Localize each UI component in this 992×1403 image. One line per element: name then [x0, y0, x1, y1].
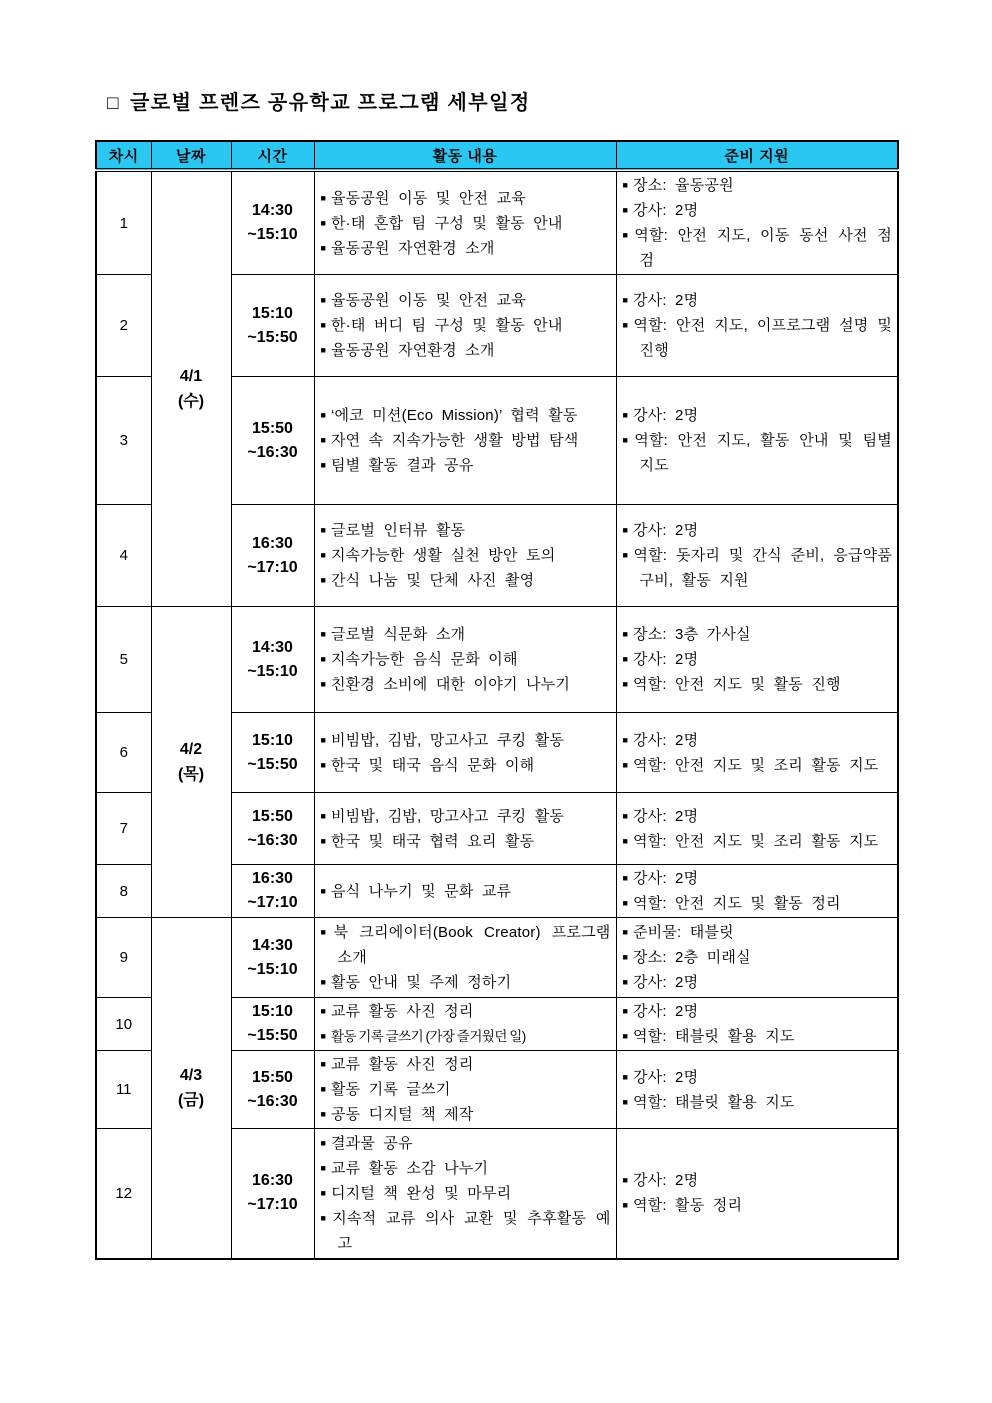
support-text: 강사: 2명: [632, 407, 699, 424]
bullet-icon: ■: [622, 1071, 628, 1082]
bullet-icon: ■: [320, 679, 326, 689]
support-text: 강사: 2명: [632, 202, 699, 219]
bullet-icon: ■: [320, 1084, 326, 1094]
support-cell: [616, 918, 898, 998]
time-start: 15:50: [252, 419, 293, 437]
support-cell: [616, 607, 898, 713]
support-item: [623, 647, 893, 672]
support-text: 역할: 안전 지도 및 활동 진행: [632, 676, 841, 693]
bullet-icon: ■: [622, 525, 628, 535]
date-value: 4/3: [179, 1066, 203, 1084]
date-value: 4/2: [179, 741, 203, 758]
activities-cell: [314, 1129, 616, 1259]
bullet-icon: ■: [622, 629, 628, 639]
activity-text: 교류 활동 소감 나누기: [330, 1159, 489, 1177]
schedule-table: [95, 140, 899, 1260]
activity-text: 한국 및 태국 협력 요리 활동: [330, 832, 535, 850]
date-cell: [151, 918, 231, 1259]
header-time: 시간: [231, 141, 314, 170]
session-cell: 12: [96, 1129, 151, 1259]
session-cell: 11: [96, 1051, 151, 1129]
activities-cell: [314, 377, 616, 505]
support-text: 강사: 2명: [632, 731, 699, 749]
activity-text: 지속가능한 음식 문화 이해: [330, 651, 518, 668]
activity-text: 북 크리에이터(Book Creator) 프로그램 소개: [333, 924, 611, 966]
support-text: 강사: 2명: [632, 651, 699, 668]
bullet-icon: ■: [320, 654, 326, 664]
activity-text: 비빔밥, 김밥, 망고사고 쿠킹 활동: [330, 731, 565, 749]
bullet-icon: ■: [622, 898, 628, 908]
session-cell: 4: [96, 505, 151, 607]
support-item: [623, 198, 893, 223]
support-text: 역할: 활동 정리: [632, 1197, 743, 1215]
time-cell: [231, 998, 314, 1051]
bullet-icon: ■: [622, 1200, 628, 1211]
time-cell: [231, 377, 314, 505]
bullet-icon: ■: [622, 1175, 628, 1186]
bullet-icon: ■: [320, 217, 326, 228]
bullet-icon: ■: [320, 927, 329, 937]
time-start: 15:10: [252, 731, 293, 749]
support-text: 강사: 2명: [632, 1068, 699, 1086]
support-item: [623, 428, 893, 478]
time-end: ~15:10: [247, 662, 298, 680]
activity-item: [321, 1131, 611, 1156]
activity-text: 율동공원 자연환경 소개: [330, 342, 495, 359]
time-start: 16:30: [252, 534, 293, 552]
bullet-icon: ■: [320, 1162, 326, 1173]
header-row: [96, 141, 898, 170]
support-cell: [616, 275, 898, 377]
date-value: 4/1: [179, 368, 203, 385]
time-end: ~17:10: [247, 558, 298, 576]
time-cell: [231, 713, 314, 793]
support-item: [623, 920, 893, 945]
bullet-icon: ■: [622, 873, 628, 883]
support-text: 역할: 안전 지도 및 조리 활동 지도: [632, 756, 879, 774]
activity-text: 교류 활동 사진 정리: [330, 1003, 474, 1020]
activity-item: [321, 1156, 611, 1181]
activity-item: [321, 518, 611, 543]
bullet-icon: ■: [622, 1096, 628, 1107]
support-text: 준비물: 태블릿: [632, 924, 734, 941]
support-text: 역할: 안전 지도, 이동 동선 사전 점검: [634, 227, 892, 269]
bullet-icon: ■: [320, 977, 326, 987]
bullet-icon: ■: [320, 410, 326, 420]
time-end: ~16:30: [247, 831, 298, 849]
support-text: 장소: 율동공원: [632, 177, 734, 194]
activity-text: 활동 안내 및 주제 정하기: [330, 974, 512, 991]
support-item: [623, 223, 893, 273]
activity-text: 자연 속 지속가능한 생활 방법 탐색: [330, 432, 579, 449]
time-cell: [231, 1129, 314, 1259]
activity-text: 글로벌 인터뷰 활동: [330, 522, 466, 539]
support-text: 강사: 2명: [632, 1003, 699, 1020]
header-date: 날짜: [151, 141, 231, 170]
time-start: 16:30: [252, 1172, 293, 1190]
bullet-icon: ■: [320, 1109, 326, 1119]
bullet-icon: ■: [320, 295, 326, 305]
bullet-icon: ■: [622, 927, 628, 937]
bullet-icon: ■: [320, 734, 326, 745]
time-end: ~15:10: [247, 960, 298, 978]
support-item: [623, 313, 893, 363]
activity-item: [321, 428, 611, 453]
time-start: 15:50: [252, 1068, 293, 1086]
bullet-icon: ■: [622, 734, 628, 745]
support-item: [623, 891, 893, 916]
activity-item: [321, 1077, 611, 1102]
activity-item: [321, 920, 611, 970]
support-text: 역할: 태블릿 활용 지도: [632, 1093, 795, 1111]
time-start: 14:30: [252, 936, 293, 954]
bullet-icon: ■: [622, 1006, 628, 1016]
support-text: 강사: 2명: [632, 807, 699, 825]
session-cell: 5: [96, 607, 151, 713]
support-item: [623, 999, 893, 1024]
support-item: [623, 1193, 893, 1218]
support-item: [623, 622, 893, 647]
time-cell: [231, 865, 314, 918]
bullet-icon: ■: [622, 320, 629, 330]
support-text: 역할: 태블릿 활용 지도: [632, 1028, 795, 1045]
activity-item: [321, 211, 611, 236]
bullet-icon: ■: [622, 952, 628, 962]
time-start: 15:50: [252, 807, 293, 825]
session-cell: 9: [96, 918, 151, 998]
time-end: ~15:50: [247, 328, 298, 346]
support-item: [623, 970, 893, 995]
activities-cell: [314, 170, 616, 275]
bullet-icon: ■: [622, 295, 628, 305]
activity-text: 한·태 버디 팀 구성 및 활동 안내: [330, 317, 563, 334]
activity-item: [321, 1052, 611, 1077]
support-item: [623, 1168, 893, 1193]
bullet-icon: ■: [320, 759, 326, 770]
bullet-icon: ■: [320, 629, 326, 639]
activity-item: [321, 236, 611, 261]
activities-cell: [314, 275, 616, 377]
time-cell: [231, 275, 314, 377]
activities-cell: [314, 1051, 616, 1129]
page-title-text: 글로벌 프렌즈 공유학교 프로그램 세부일정: [129, 92, 531, 114]
bullet-icon: ■: [320, 1059, 326, 1069]
activity-item: [321, 879, 611, 904]
activities-cell: [314, 607, 616, 713]
support-item: [623, 866, 893, 891]
bullet-icon: ■: [622, 435, 630, 445]
activity-text: 지속가능한 생활 실천 방안 토의: [330, 547, 556, 564]
activity-text: 간식 나눔 및 단체 사진 촬영: [330, 572, 535, 589]
support-text: 강사: 2명: [632, 1172, 699, 1190]
time-start: 15:10: [252, 304, 293, 322]
activity-text: 활동 기록 글쓰기: [330, 1081, 451, 1098]
activities-cell: [314, 713, 616, 793]
support-text: 강사: 2명: [632, 974, 699, 991]
time-start: 15:10: [252, 1003, 293, 1020]
header-activities: 활동 내용: [314, 141, 616, 170]
table-row: [96, 170, 898, 275]
activity-item: [321, 999, 611, 1024]
support-item: [623, 1024, 893, 1049]
activities-cell: [314, 918, 616, 998]
bullet-icon: ■: [320, 345, 326, 355]
activity-text: 비빔밥, 김밥, 망고사고 쿠킹 활동: [330, 807, 565, 825]
support-text: 역할: 안전 지도 및 활동 정리: [632, 895, 841, 912]
support-text: 장소: 2층 미래실: [632, 949, 751, 966]
bullet-icon: ■: [622, 654, 628, 664]
header-support: 준비 지원: [616, 141, 898, 170]
support-cell: [616, 1051, 898, 1129]
support-item: [623, 753, 893, 778]
table-row: [96, 607, 898, 713]
date-weekday: (수): [177, 393, 205, 410]
support-text: 강사: 2명: [632, 870, 699, 887]
support-text: 장소: 3층 가사실: [632, 626, 751, 643]
time-cell: [231, 918, 314, 998]
activities-cell: [314, 865, 616, 918]
activity-item: [321, 647, 611, 672]
bullet-icon: ■: [622, 835, 628, 846]
support-cell: [616, 170, 898, 275]
activity-item: [321, 728, 611, 753]
activity-text: 한·태 혼합 팀 구성 및 활동 안내: [330, 214, 563, 232]
support-text: 역할: 안전 지도 및 조리 활동 지도: [632, 832, 879, 850]
bullet-icon: ■: [622, 759, 628, 770]
bullet-icon: ■: [622, 180, 628, 190]
support-text: 강사: 2명: [632, 522, 699, 539]
activity-item: [321, 338, 611, 363]
time-end: ~16:30: [247, 1092, 298, 1110]
support-text: 역할: 돗자리 및 간식 준비, 응급약품 구비, 활동 지원: [633, 547, 893, 589]
support-cell: [616, 1129, 898, 1259]
time-cell: [231, 793, 314, 865]
date-weekday: (목): [177, 766, 205, 783]
session-cell: 8: [96, 865, 151, 918]
bullet-icon: ■: [622, 977, 628, 987]
activities-cell: [314, 793, 616, 865]
activity-text: ‘에코 미션(Eco Mission)’ 협력 활동: [330, 407, 578, 424]
activity-text: 한국 및 태국 음식 문화 이해: [330, 756, 535, 774]
support-item: [623, 403, 893, 428]
activity-text: 공동 디지털 책 제작: [330, 1106, 474, 1123]
activity-text: 율동공원 자연환경 소개: [330, 239, 495, 257]
activity-text: 결과물 공유: [330, 1134, 413, 1152]
support-cell: [616, 713, 898, 793]
activity-text: 글로벌 식문화 소개: [330, 626, 466, 643]
session-cell: 1: [96, 170, 151, 275]
activities-cell: [314, 998, 616, 1051]
bullet-icon: ■: [622, 410, 628, 420]
time-end: ~15:50: [247, 755, 298, 773]
support-item: [623, 543, 893, 593]
support-cell: [616, 998, 898, 1051]
support-cell: [616, 377, 898, 505]
date-cell: [151, 607, 231, 918]
activity-item: [321, 288, 611, 313]
support-item: [623, 1090, 893, 1115]
activity-item: [321, 313, 611, 338]
activity-item: [321, 1206, 611, 1256]
support-item: [623, 1065, 893, 1090]
bullet-icon: ■: [622, 1031, 628, 1041]
bullet-icon: ■: [320, 575, 326, 585]
activities-cell: [314, 505, 616, 607]
time-start: 14:30: [252, 638, 293, 656]
time-cell: [231, 607, 314, 713]
time-start: 16:30: [252, 870, 293, 887]
bullet-icon: ■: [320, 242, 326, 253]
session-cell: 10: [96, 998, 151, 1051]
activity-text: 친환경 소비에 대한 이야기 나누기: [330, 676, 571, 693]
support-text: 역할: 안전 지도, 이프로그램 설명 및 진행: [633, 317, 893, 359]
bullet-icon: ■: [320, 460, 326, 470]
support-cell: [616, 865, 898, 918]
activity-text: 율동공원 이동 및 안전 교육: [330, 189, 526, 207]
support-item: [623, 728, 893, 753]
activity-text: 교류 활동 사진 정리: [330, 1056, 474, 1073]
bullet-icon: ■: [320, 1031, 326, 1041]
date-weekday: (금): [177, 1091, 205, 1109]
activity-item: [321, 804, 611, 829]
activity-text: 활동 기록 글쓰기 (가장 즐거웠던 일): [330, 1029, 526, 1044]
time-start: 14:30: [252, 202, 293, 219]
time-cell: [231, 505, 314, 607]
bullet-icon: ■: [320, 835, 326, 846]
checkbox-icon: □: [107, 93, 120, 114]
bullet-icon: ■: [320, 1006, 326, 1016]
bullet-icon: ■: [622, 679, 628, 689]
activity-item: [321, 829, 611, 854]
activity-item: [321, 753, 611, 778]
table-row: [96, 918, 898, 998]
activity-item: [321, 1102, 611, 1127]
bullet-icon: ■: [320, 550, 326, 560]
activity-text: 팀별 활동 결과 공유: [330, 457, 474, 474]
support-item: [623, 804, 893, 829]
bullet-icon: ■: [320, 1137, 326, 1148]
activity-item: [321, 1024, 611, 1049]
bullet-icon: ■: [320, 192, 326, 203]
page-title: [107, 86, 531, 115]
support-cell: [616, 505, 898, 607]
bullet-icon: ■: [320, 320, 326, 330]
bullet-icon: ■: [622, 205, 628, 215]
bullet-icon: ■: [320, 1212, 328, 1223]
session-cell: 6: [96, 713, 151, 793]
activity-item: [321, 672, 611, 697]
bullet-icon: ■: [320, 525, 326, 535]
session-cell: 2: [96, 275, 151, 377]
support-item: [623, 288, 893, 313]
activity-text: 디지털 책 완성 및 마무리: [330, 1184, 512, 1202]
bullet-icon: ■: [320, 885, 326, 896]
header-session: 차시: [96, 141, 151, 170]
time-end: ~17:10: [247, 1196, 298, 1214]
support-cell: [616, 793, 898, 865]
time-end: ~17:10: [247, 894, 298, 911]
time-end: ~16:30: [247, 443, 298, 461]
activity-item: [321, 403, 611, 428]
support-item: [623, 829, 893, 854]
activity-item: [321, 970, 611, 995]
support-item: [623, 945, 893, 970]
time-end: ~15:10: [247, 226, 298, 243]
time-end: ~15:50: [247, 1027, 298, 1044]
activity-item: [321, 1181, 611, 1206]
bullet-icon: ■: [320, 435, 326, 445]
support-item: [623, 518, 893, 543]
activity-text: 지속적 교류 의사 교환 및 추후활동 예고: [332, 1209, 611, 1252]
activity-text: 음식 나누기 및 문화 교류: [330, 882, 512, 900]
bullet-icon: ■: [622, 810, 628, 821]
bullet-icon: ■: [320, 1187, 326, 1198]
support-text: 역할: 안전 지도, 활동 안내 및 팀별 지도: [634, 432, 892, 474]
support-item: [623, 173, 893, 198]
support-item: [623, 672, 893, 697]
support-text: 강사: 2명: [632, 292, 699, 309]
bullet-icon: ■: [320, 810, 326, 821]
activity-item: [321, 186, 611, 211]
time-cell: [231, 170, 314, 275]
bullet-icon: ■: [622, 550, 629, 560]
activity-item: [321, 622, 611, 647]
date-cell: [151, 170, 231, 607]
bullet-icon: ■: [622, 230, 630, 240]
activity-item: [321, 568, 611, 593]
activity-item: [321, 453, 611, 478]
session-cell: 7: [96, 793, 151, 865]
session-cell: 3: [96, 377, 151, 505]
activity-item: [321, 543, 611, 568]
activity-text: 율동공원 이동 및 안전 교육: [330, 292, 526, 309]
time-cell: [231, 1051, 314, 1129]
